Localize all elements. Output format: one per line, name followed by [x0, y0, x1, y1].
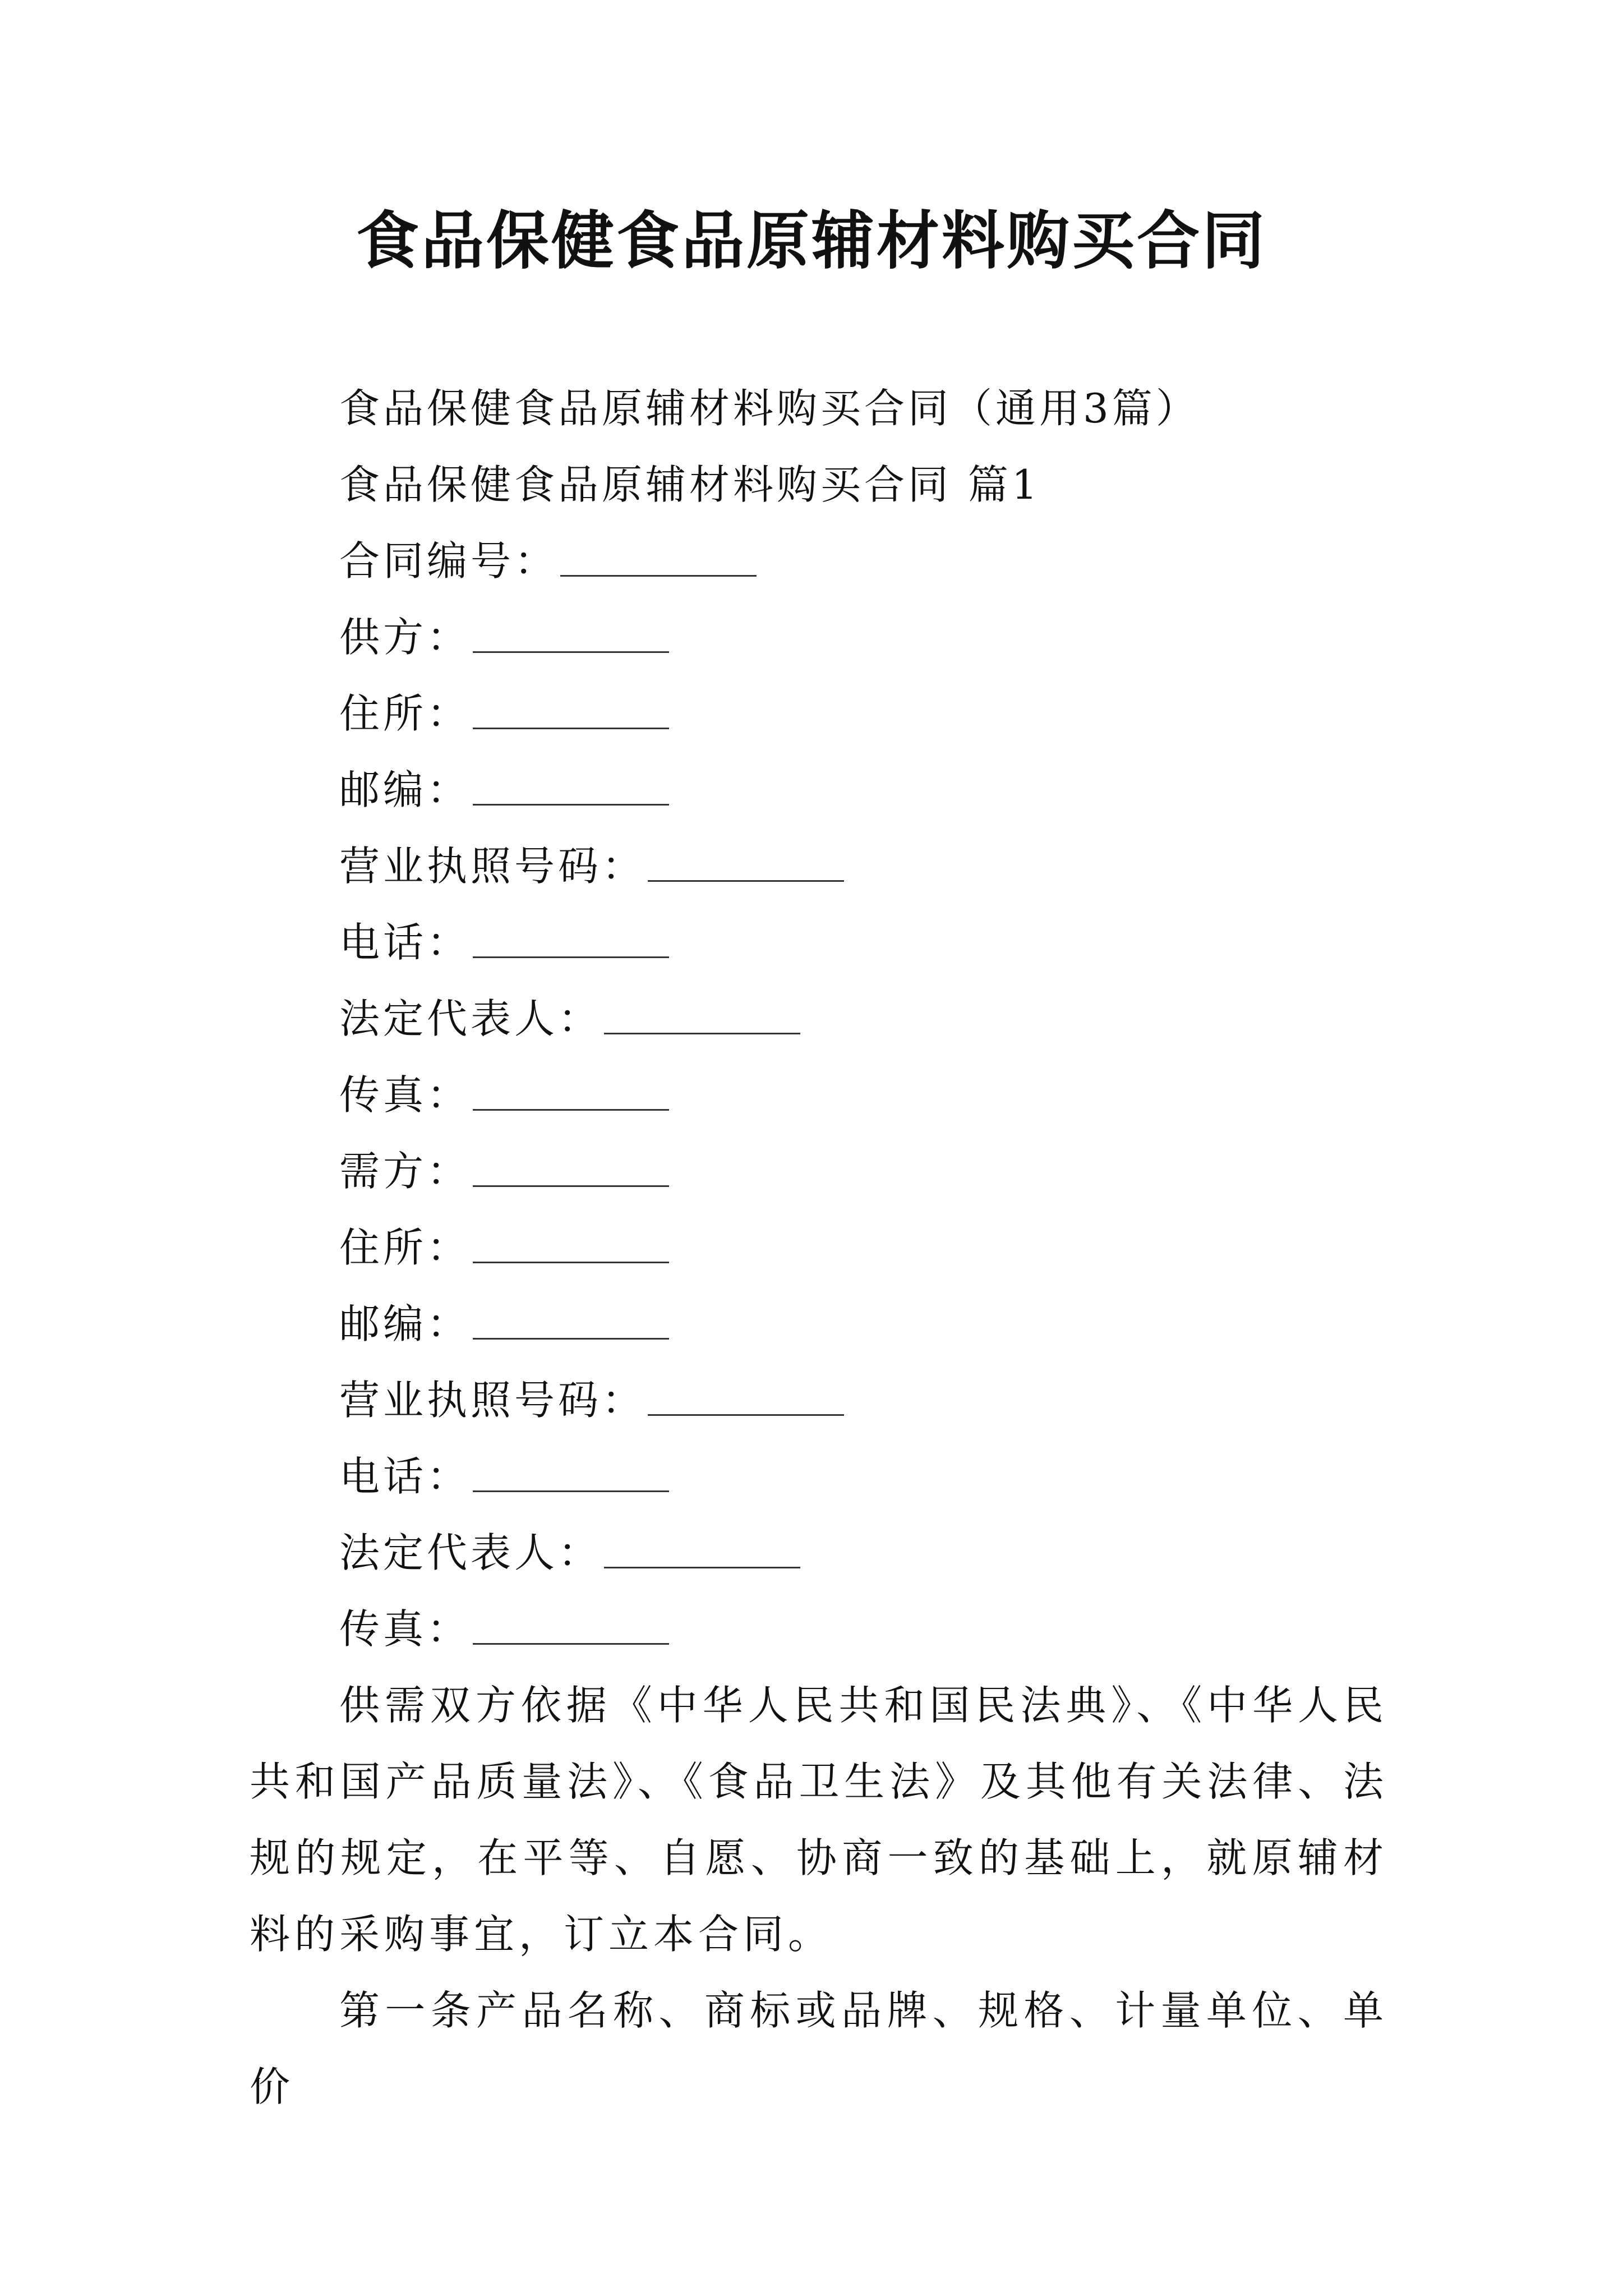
field-label: 邮编：	[339, 1300, 471, 1347]
blank-line	[473, 1641, 669, 1645]
field-buyer-postcode	[250, 1286, 1388, 1362]
field-buyer	[250, 1133, 1388, 1209]
field-label: 法定代表人：	[339, 995, 602, 1042]
blank-line	[473, 725, 669, 729]
field-supplier-representative	[250, 981, 1388, 1057]
field-label: 电话：	[339, 1453, 471, 1500]
blank-line	[473, 649, 669, 653]
field-buyer-phone	[250, 1438, 1388, 1515]
section-heading: 食品保健食品原辅材料购买合同 篇1	[339, 461, 1041, 508]
field-contract-number	[250, 523, 1388, 599]
field-supplier	[250, 599, 1388, 675]
field-supplier-fax	[250, 1057, 1388, 1133]
field-label: 法定代表人：	[339, 1529, 602, 1576]
field-supplier-address	[250, 675, 1388, 752]
field-label: 邮编：	[339, 766, 471, 813]
blank-line	[560, 573, 757, 577]
blank-line	[473, 1183, 669, 1187]
field-buyer-license	[250, 1362, 1388, 1438]
document-body	[250, 370, 1388, 2125]
field-label: 传真：	[339, 1071, 471, 1119]
blank-line	[473, 1107, 669, 1111]
blank-line	[473, 954, 669, 958]
field-buyer-representative	[250, 1515, 1388, 1591]
field-label: 合同编号：	[339, 537, 559, 585]
blank-line	[648, 1412, 844, 1416]
field-supplier-phone	[250, 904, 1388, 981]
blank-line	[604, 1565, 800, 1568]
blank-line	[473, 802, 669, 806]
field-label: 营业执照号码：	[339, 843, 646, 890]
field-label: 住所：	[339, 690, 471, 737]
paragraph-article-one: 第一条产品名称、商标或品牌、规格、计量单位、单价	[250, 1987, 1388, 2110]
field-label: 住所：	[339, 1224, 471, 1271]
blank-line	[473, 1488, 669, 1492]
blank-line	[648, 878, 844, 882]
field-label: 电话：	[339, 919, 471, 966]
field-supplier-license	[250, 828, 1388, 904]
field-buyer-fax	[250, 1591, 1388, 1667]
blank-line	[604, 1030, 800, 1034]
document-subtitle: 食品保健食品原辅材料购买合同（通用3篇）	[339, 385, 1200, 432]
field-buyer-address	[250, 1209, 1388, 1286]
paragraph-preamble: 供需双方依据《中华人民共和国民法典》、《中华人民共和国产品质量法》、《食品卫生法》及其他有关法律、法规的规定，在平等、自愿、协商一致的基础上，就原辅材料的采购事宜，订立本合同。	[250, 1682, 1388, 1958]
document-title: 食品保健食品原辅材料购买合同	[356, 204, 1267, 278]
field-label: 需方：	[339, 1148, 471, 1195]
field-label: 营业执照号码：	[339, 1377, 646, 1424]
field-supplier-postcode	[250, 752, 1388, 828]
blank-line	[473, 1259, 669, 1263]
blank-line	[473, 1336, 669, 1340]
field-label: 供方：	[339, 614, 471, 661]
field-label: 传真：	[339, 1605, 471, 1653]
